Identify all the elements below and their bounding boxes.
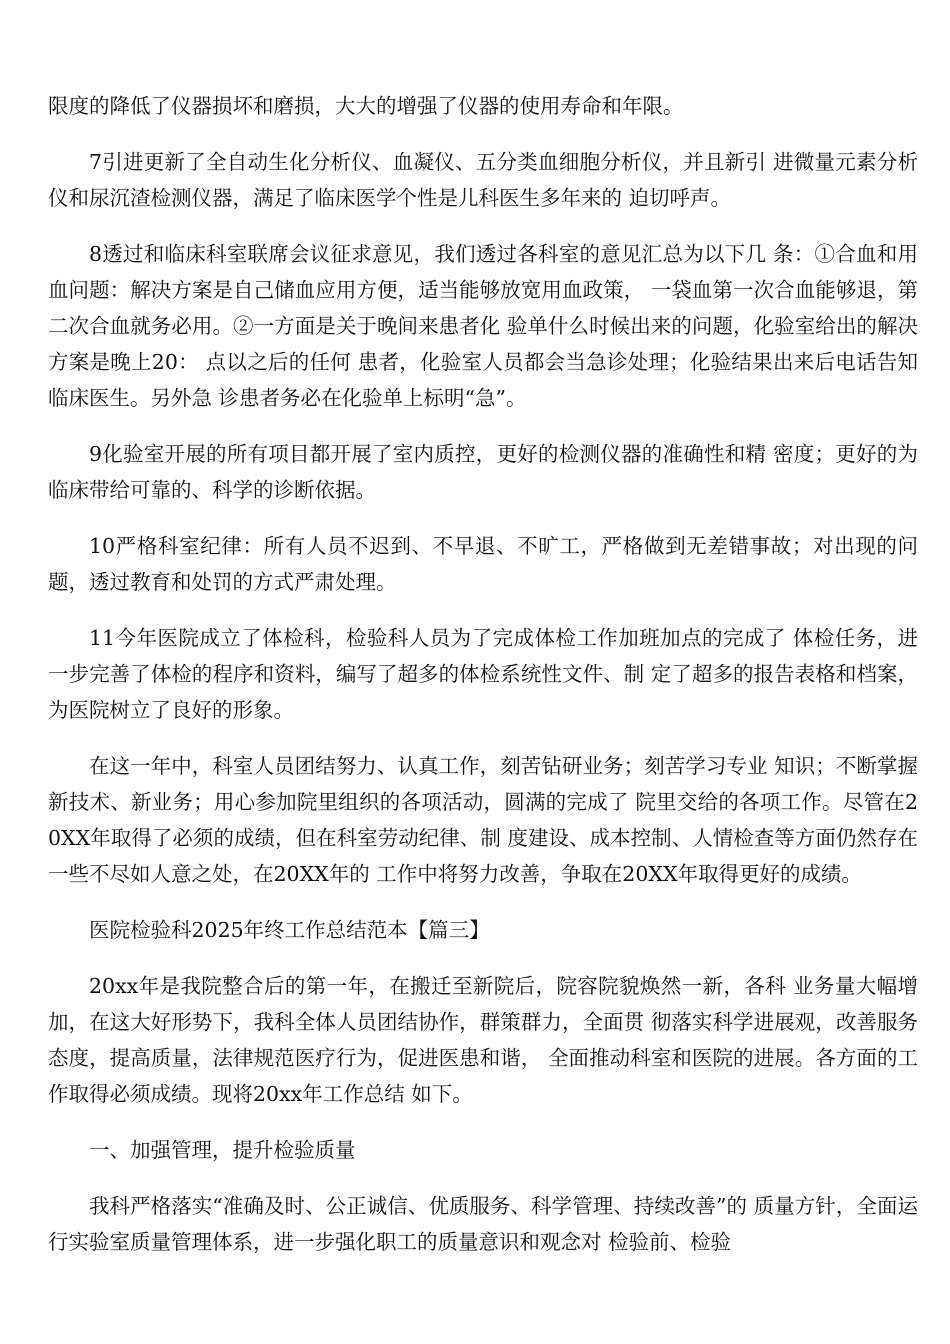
section-title: 医院检验科2025年终工作总结范本【篇三】	[89, 918, 490, 942]
paragraph-item-7: 7引进更新了全自动生化分析仪、血凝仪、五分类血细胞分析仪，并且新引 进微量元素分析仪和尿沉渣检测仪器，满足了临床医学个性是儿科医生多年来的 迫切呼声。	[48, 150, 918, 210]
paragraph-year-summary: 在这一年中，科室人员团结努力、认真工作，刻苦钻研业务；刻苦学习专业 知识；不断掌握新技术、新业务；用心参加院里组织的各项活动，圆满的完成了 院里交给的各项工作。尽管在20XX年取得了必须的成绩，但在科室劳动纪律、制 度建设、成本控制、人情检查等方面仍然存在一些不尽如人意之处，在20XX年的 工作中将努力改善，争取在20XX年取得更好的成绩。	[48, 754, 918, 886]
paragraph-item-11: 11今年医院成立了体检科，检验科人员为了完成体检工作加班加点的完成了 体检任务，进一步完善了体检的程序和资料，编写了超多的体检系统性文件、制 定了超多的报告表格和档案，为医院树立了良好的形象。	[48, 626, 918, 722]
paragraph-intro: 20xx年是我院整合后的第一年，在搬迁至新院后，院容院貌焕然一新，各科 业务量大幅增加，在这大好形势下，我科全体人员团结协作，群策群力，全面贯 彻落实科学进展观，改善服务态度，提高质量，法律规范医疗行为，促进医患和谐， 全面推动科室和医院的进展。各方面的工作取得必须成绩。现将20xx年工作总结 如下。	[48, 974, 918, 1106]
document-page	[48, 88, 918, 1280]
paragraph-quality-policy: 我科严格落实“准确及时、公正诚信、优质服务、科学管理、持续改善”的 质量方针，全面运行实验室质量管理体系，进一步强化职工的质量意识和观念对 检验前、检验	[48, 1194, 918, 1254]
subsection-heading: 一、加强管理，提升检验质量	[89, 1138, 356, 1162]
paragraph-item-9: 9化验室开展的所有项目都开展了室内质控，更好的检测仪器的准确性和精 密度；更好的为临床带给可靠的、科学的诊断依据。	[48, 442, 918, 502]
paragraph-item-8: 8透过和临床科室联席会议征求意见，我们透过各科室的意见汇总为以下几 条：①合血和用血问题：解决方案是自己储血应用方便，适当能够放宽用血政策， 一袋血第一次合血能够退，第二次合血就务必用。②一方面是关于晚间来患者化 验单什么时候出来的问题，化验室给出的解决方案是晚上20： 点以之后的任何 患者，化验室人员都会当急诊处理；化验结果出来后电话告知临床医生。另外急 诊患者务必在化验单上标明“急”。	[48, 242, 918, 410]
paragraph-continuation: 限度的降低了仪器损坏和磨损，大大的增强了仪器的使用寿命和年限。	[48, 94, 684, 118]
paragraph-item-10: 10严格科室纪律：所有人员不迟到、不早退、不旷工，严格做到无差错事故；对出现的问题，透过教育和处罚的方式严肃处理。	[48, 534, 918, 594]
